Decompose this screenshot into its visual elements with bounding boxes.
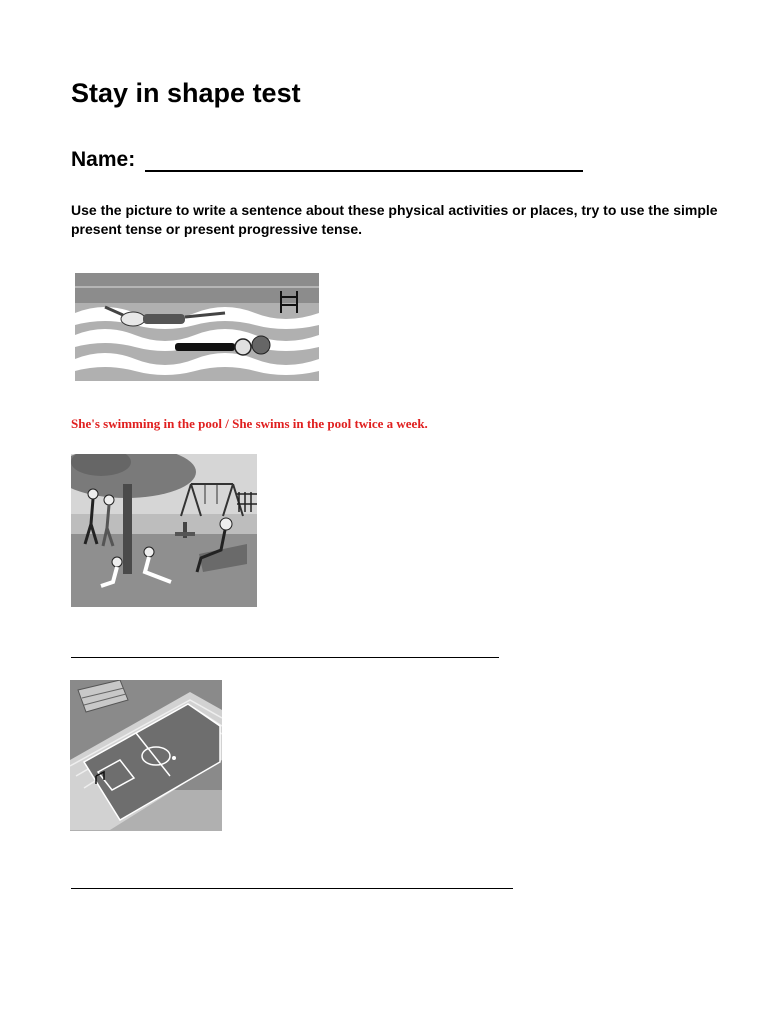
- park-image: [71, 454, 257, 607]
- name-label: Name:: [71, 148, 136, 171]
- answer-sentence-1: She's swimming in the pool / She swims in the pool twice a week.: [71, 416, 428, 431]
- answer-blank-line-3[interactable]: [71, 888, 513, 889]
- answer-blank-line-2[interactable]: [71, 657, 499, 658]
- swimming-pool-image: [75, 273, 319, 381]
- soccer-field-image: [70, 680, 222, 831]
- name-blank-line[interactable]: [145, 148, 583, 172]
- worksheet-title: Stay in shape test: [71, 78, 301, 108]
- instructions-text: Use the picture to write a sentence about these physical activities or places, try to use the simple present tense or present progressive tense.: [71, 202, 718, 237]
- name-row: [71, 148, 583, 172]
